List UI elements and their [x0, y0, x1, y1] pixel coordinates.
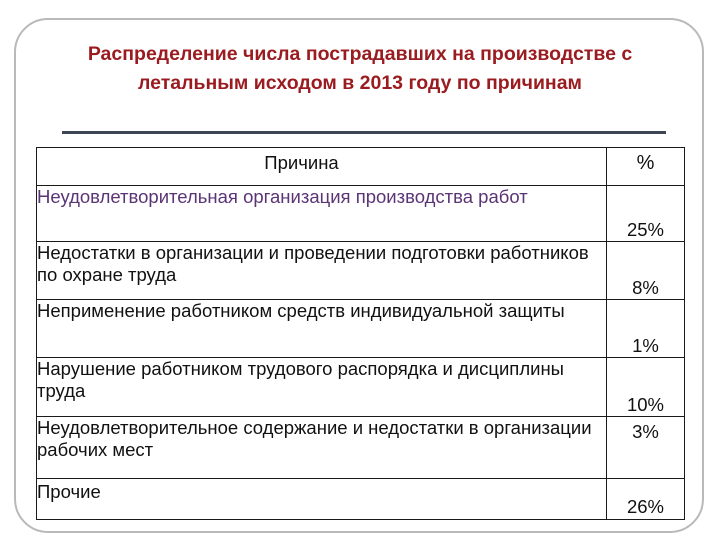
percent-cell: 10%	[607, 358, 685, 417]
table-row	[37, 242, 685, 300]
table-row	[37, 300, 685, 358]
header-percent: %	[607, 148, 685, 186]
table-row	[37, 417, 685, 479]
table-row	[37, 186, 685, 242]
reason-cell: Нарушение работником трудового распорядка и дисциплины труда	[37, 358, 607, 417]
table-header-row	[37, 148, 685, 186]
percent-cell: 3%	[607, 417, 685, 479]
percent-cell: 25%	[607, 186, 685, 242]
percent-cell: 1%	[607, 300, 685, 358]
reason-cell: Неудовлетворительная организация производства работ	[37, 186, 607, 242]
percent-cell: 8%	[607, 242, 685, 300]
title-divider	[62, 131, 666, 134]
table-row	[37, 358, 685, 417]
reason-cell: Прочие	[37, 479, 607, 520]
percent-cell: 26%	[607, 479, 685, 520]
table-row	[37, 479, 685, 520]
slide-title: Распределение числа пострадавших на производстве с летальным исходом в 2013 году по причинам	[87, 43, 633, 94]
reason-cell: Недостатки в организации и проведении подготовки работников по охране труда	[37, 242, 607, 300]
causes-table	[36, 147, 685, 520]
reason-cell: Неприменение работником средств индивидуальной защиты	[37, 300, 607, 358]
reason-cell: Неудовлетворительное содержание и недостатки в организации рабочих мест	[37, 417, 607, 479]
header-reason: Причина	[37, 148, 607, 186]
